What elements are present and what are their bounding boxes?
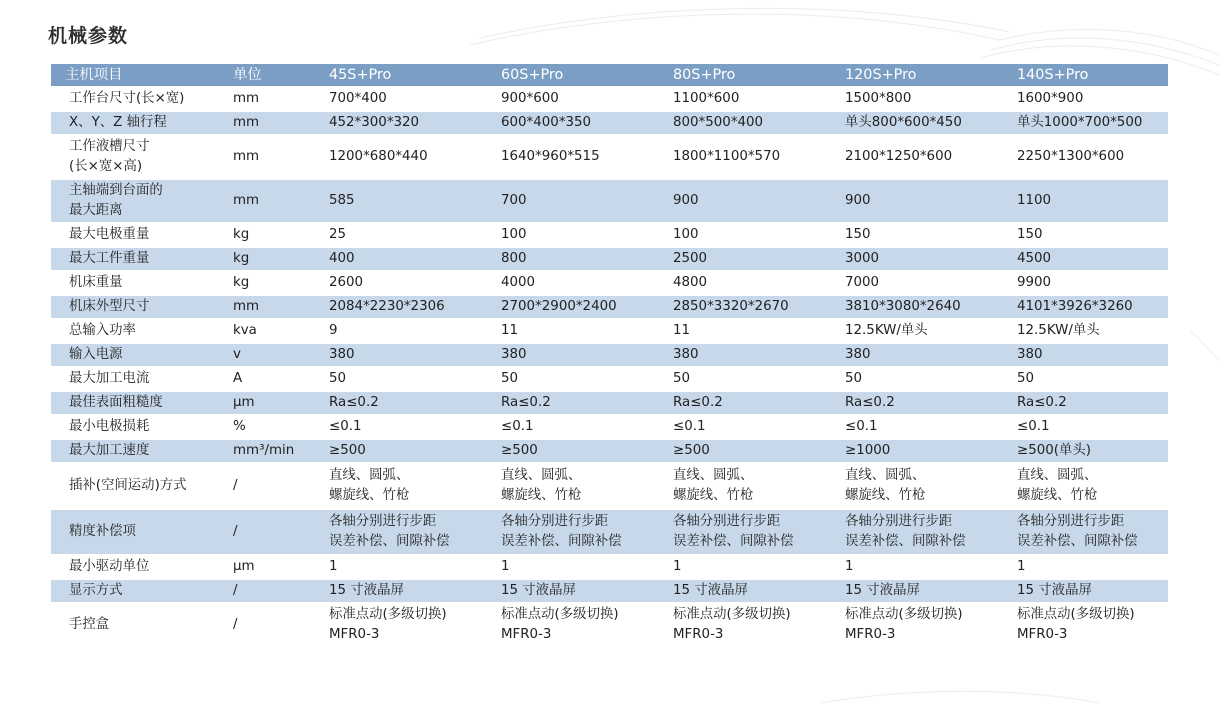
row-value-cell: 380 [1003,344,1168,366]
row-value-cell: 380 [831,344,1003,366]
row-unit-cell: mm [219,136,315,178]
row-unit-cell: A [219,368,315,390]
row-value-cell: 各轴分别进行步距 误差补偿、间隙补偿 [1003,510,1168,554]
row-unit-cell: / [219,580,315,602]
table-row [51,296,1168,318]
row-value-cell: 2250*1300*600 [1003,136,1168,178]
row-value-cell: 1 [487,556,659,578]
row-value-cell: 50 [315,368,487,390]
row-item-cell: X、Y、Z 轴行程 [51,112,219,134]
row-value-cell: 单头800*600*450 [831,112,1003,134]
row-value-cell: 各轴分别进行步距 误差补偿、间隙补偿 [315,510,487,554]
row-value-cell: 1100 [1003,180,1168,222]
row-value-cell: 800 [487,248,659,270]
header-cell: 140S+Pro [1003,64,1168,86]
row-value-cell: 15 寸液晶屏 [487,580,659,602]
row-value-cell: 3000 [831,248,1003,270]
row-value-cell: 800*500*400 [659,112,831,134]
row-value-cell: 标准点动(多级切换) MFR0-3 [315,604,487,646]
header-cell: 60S+Pro [487,64,659,86]
row-unit-cell: kg [219,272,315,294]
table-row [51,344,1168,366]
table-row [51,272,1168,294]
header-cell: 80S+Pro [659,64,831,86]
row-value-cell: ≤0.1 [487,416,659,438]
row-unit-cell: mm [219,112,315,134]
row-item-cell: 手控盒 [51,604,219,646]
row-value-cell: 直线、圆弧、 螺旋线、竹枪 [831,464,1003,508]
table-row [51,320,1168,342]
row-unit-cell: / [219,604,315,646]
table-row [51,440,1168,462]
row-value-cell: ≥1000 [831,440,1003,462]
row-value-cell: 1 [1003,556,1168,578]
row-item-cell: 总输入功率 [51,320,219,342]
row-value-cell: 150 [1003,224,1168,246]
row-value-cell: 4500 [1003,248,1168,270]
row-unit-cell: kg [219,248,315,270]
row-value-cell: 452*300*320 [315,112,487,134]
header-cell: 单位 [219,64,315,86]
row-value-cell: 15 寸液晶屏 [1003,580,1168,602]
row-value-cell: Ra≤0.2 [315,392,487,414]
row-item-cell: 最大加工电流 [51,368,219,390]
row-value-cell: 2600 [315,272,487,294]
row-item-cell: 最佳表面粗糙度 [51,392,219,414]
table-row [51,392,1168,414]
row-item-cell: 插补(空间运动)方式 [51,464,219,508]
row-value-cell: ≥500 [315,440,487,462]
table-row [51,556,1168,578]
row-value-cell: 1640*960*515 [487,136,659,178]
row-item-cell: 最小电极损耗 [51,416,219,438]
row-value-cell: ≥500(单头) [1003,440,1168,462]
row-value-cell: 380 [659,344,831,366]
row-value-cell: 标准点动(多级切换) MFR0-3 [659,604,831,646]
spec-table [51,62,1168,648]
row-value-cell: 12.5KW/单头 [831,320,1003,342]
row-value-cell: 25 [315,224,487,246]
row-item-cell: 最小驱动单位 [51,556,219,578]
row-value-cell: 2700*2900*2400 [487,296,659,318]
row-value-cell: 700*400 [315,88,487,110]
row-value-cell: 585 [315,180,487,222]
table-row [51,416,1168,438]
row-value-cell: 4000 [487,272,659,294]
row-value-cell: 3810*3080*2640 [831,296,1003,318]
table-row [51,604,1168,646]
row-unit-cell: % [219,416,315,438]
row-item-cell: 显示方式 [51,580,219,602]
row-value-cell: 700 [487,180,659,222]
row-unit-cell: mm [219,180,315,222]
table-row [51,112,1168,134]
row-value-cell: 单头1000*700*500 [1003,112,1168,134]
row-unit-cell: μm [219,392,315,414]
row-value-cell: 1600*900 [1003,88,1168,110]
row-unit-cell: μm [219,556,315,578]
row-value-cell: 9900 [1003,272,1168,294]
row-item-cell: 工作液槽尺寸 (长×宽×高) [51,136,219,178]
row-value-cell: 直线、圆弧、 螺旋线、竹枪 [315,464,487,508]
row-value-cell: 15 寸液晶屏 [315,580,487,602]
row-value-cell: 9 [315,320,487,342]
row-value-cell: 直线、圆弧、 螺旋线、竹枪 [659,464,831,508]
row-value-cell: 1800*1100*570 [659,136,831,178]
row-value-cell: 7000 [831,272,1003,294]
row-value-cell: Ra≤0.2 [1003,392,1168,414]
row-value-cell: 2850*3320*2670 [659,296,831,318]
row-value-cell: 12.5KW/单头 [1003,320,1168,342]
row-value-cell: 50 [831,368,1003,390]
row-item-cell: 机床重量 [51,272,219,294]
row-value-cell: 1500*800 [831,88,1003,110]
row-value-cell: 50 [1003,368,1168,390]
row-value-cell: 380 [487,344,659,366]
row-value-cell: 2084*2230*2306 [315,296,487,318]
header-cell: 45S+Pro [315,64,487,86]
row-value-cell: 1 [315,556,487,578]
row-value-cell: 1200*680*440 [315,136,487,178]
row-unit-cell: v [219,344,315,366]
row-item-cell: 精度补偿项 [51,510,219,554]
row-value-cell: 4101*3926*3260 [1003,296,1168,318]
row-value-cell: ≤0.1 [1003,416,1168,438]
row-item-cell: 最大电极重量 [51,224,219,246]
row-unit-cell: mm [219,296,315,318]
row-value-cell: 2100*1250*600 [831,136,1003,178]
row-value-cell: 100 [487,224,659,246]
table-row [51,510,1168,554]
row-value-cell: ≥500 [487,440,659,462]
row-unit-cell: mm [219,88,315,110]
row-value-cell: 1 [831,556,1003,578]
row-value-cell: 900 [831,180,1003,222]
row-value-cell: 标准点动(多级切换) MFR0-3 [831,604,1003,646]
row-item-cell: 最大工件重量 [51,248,219,270]
page-title: 机械参数 [48,25,129,47]
row-value-cell: 标准点动(多级切换) MFR0-3 [1003,604,1168,646]
row-value-cell: 2500 [659,248,831,270]
row-value-cell: ≤0.1 [659,416,831,438]
row-value-cell: ≤0.1 [315,416,487,438]
row-value-cell: ≥500 [659,440,831,462]
row-value-cell: 4800 [659,272,831,294]
row-value-cell: 100 [659,224,831,246]
row-unit-cell: kva [219,320,315,342]
row-value-cell: 11 [487,320,659,342]
row-value-cell: 900*600 [487,88,659,110]
row-value-cell: 15 寸液晶屏 [659,580,831,602]
table-row [51,88,1168,110]
row-unit-cell: / [219,464,315,508]
row-value-cell: 150 [831,224,1003,246]
header-row [51,64,1168,86]
header-cell: 主机项目 [51,64,219,86]
row-value-cell: 1100*600 [659,88,831,110]
row-value-cell: 400 [315,248,487,270]
row-value-cell: 600*400*350 [487,112,659,134]
row-unit-cell: kg [219,224,315,246]
row-value-cell: Ra≤0.2 [659,392,831,414]
row-value-cell: 15 寸液晶屏 [831,580,1003,602]
row-value-cell: Ra≤0.2 [487,392,659,414]
row-value-cell: 各轴分别进行步距 误差补偿、间隙补偿 [659,510,831,554]
row-value-cell: 50 [487,368,659,390]
row-item-cell: 最大加工速度 [51,440,219,462]
row-unit-cell: / [219,510,315,554]
row-value-cell: 900 [659,180,831,222]
row-value-cell: 50 [659,368,831,390]
row-item-cell: 主轴端到台面的 最大距离 [51,180,219,222]
row-value-cell: Ra≤0.2 [831,392,1003,414]
table-row [51,180,1168,222]
row-item-cell: 输入电源 [51,344,219,366]
table-row [51,368,1168,390]
row-value-cell: ≤0.1 [831,416,1003,438]
row-value-cell: 11 [659,320,831,342]
row-item-cell: 机床外型尺寸 [51,296,219,318]
table-row [51,248,1168,270]
table-row [51,580,1168,602]
table-row [51,224,1168,246]
header-cell: 120S+Pro [831,64,1003,86]
table-row [51,136,1168,178]
row-value-cell: 直线、圆弧、 螺旋线、竹枪 [1003,464,1168,508]
row-value-cell: 标准点动(多级切换) MFR0-3 [487,604,659,646]
table-row [51,464,1168,508]
row-value-cell: 各轴分别进行步距 误差补偿、间隙补偿 [487,510,659,554]
row-value-cell: 直线、圆弧、 螺旋线、竹枪 [487,464,659,508]
row-value-cell: 各轴分别进行步距 误差补偿、间隙补偿 [831,510,1003,554]
row-value-cell: 1 [659,556,831,578]
row-unit-cell: mm³/min [219,440,315,462]
row-item-cell: 工作台尺寸(长×宽) [51,88,219,110]
row-value-cell: 380 [315,344,487,366]
